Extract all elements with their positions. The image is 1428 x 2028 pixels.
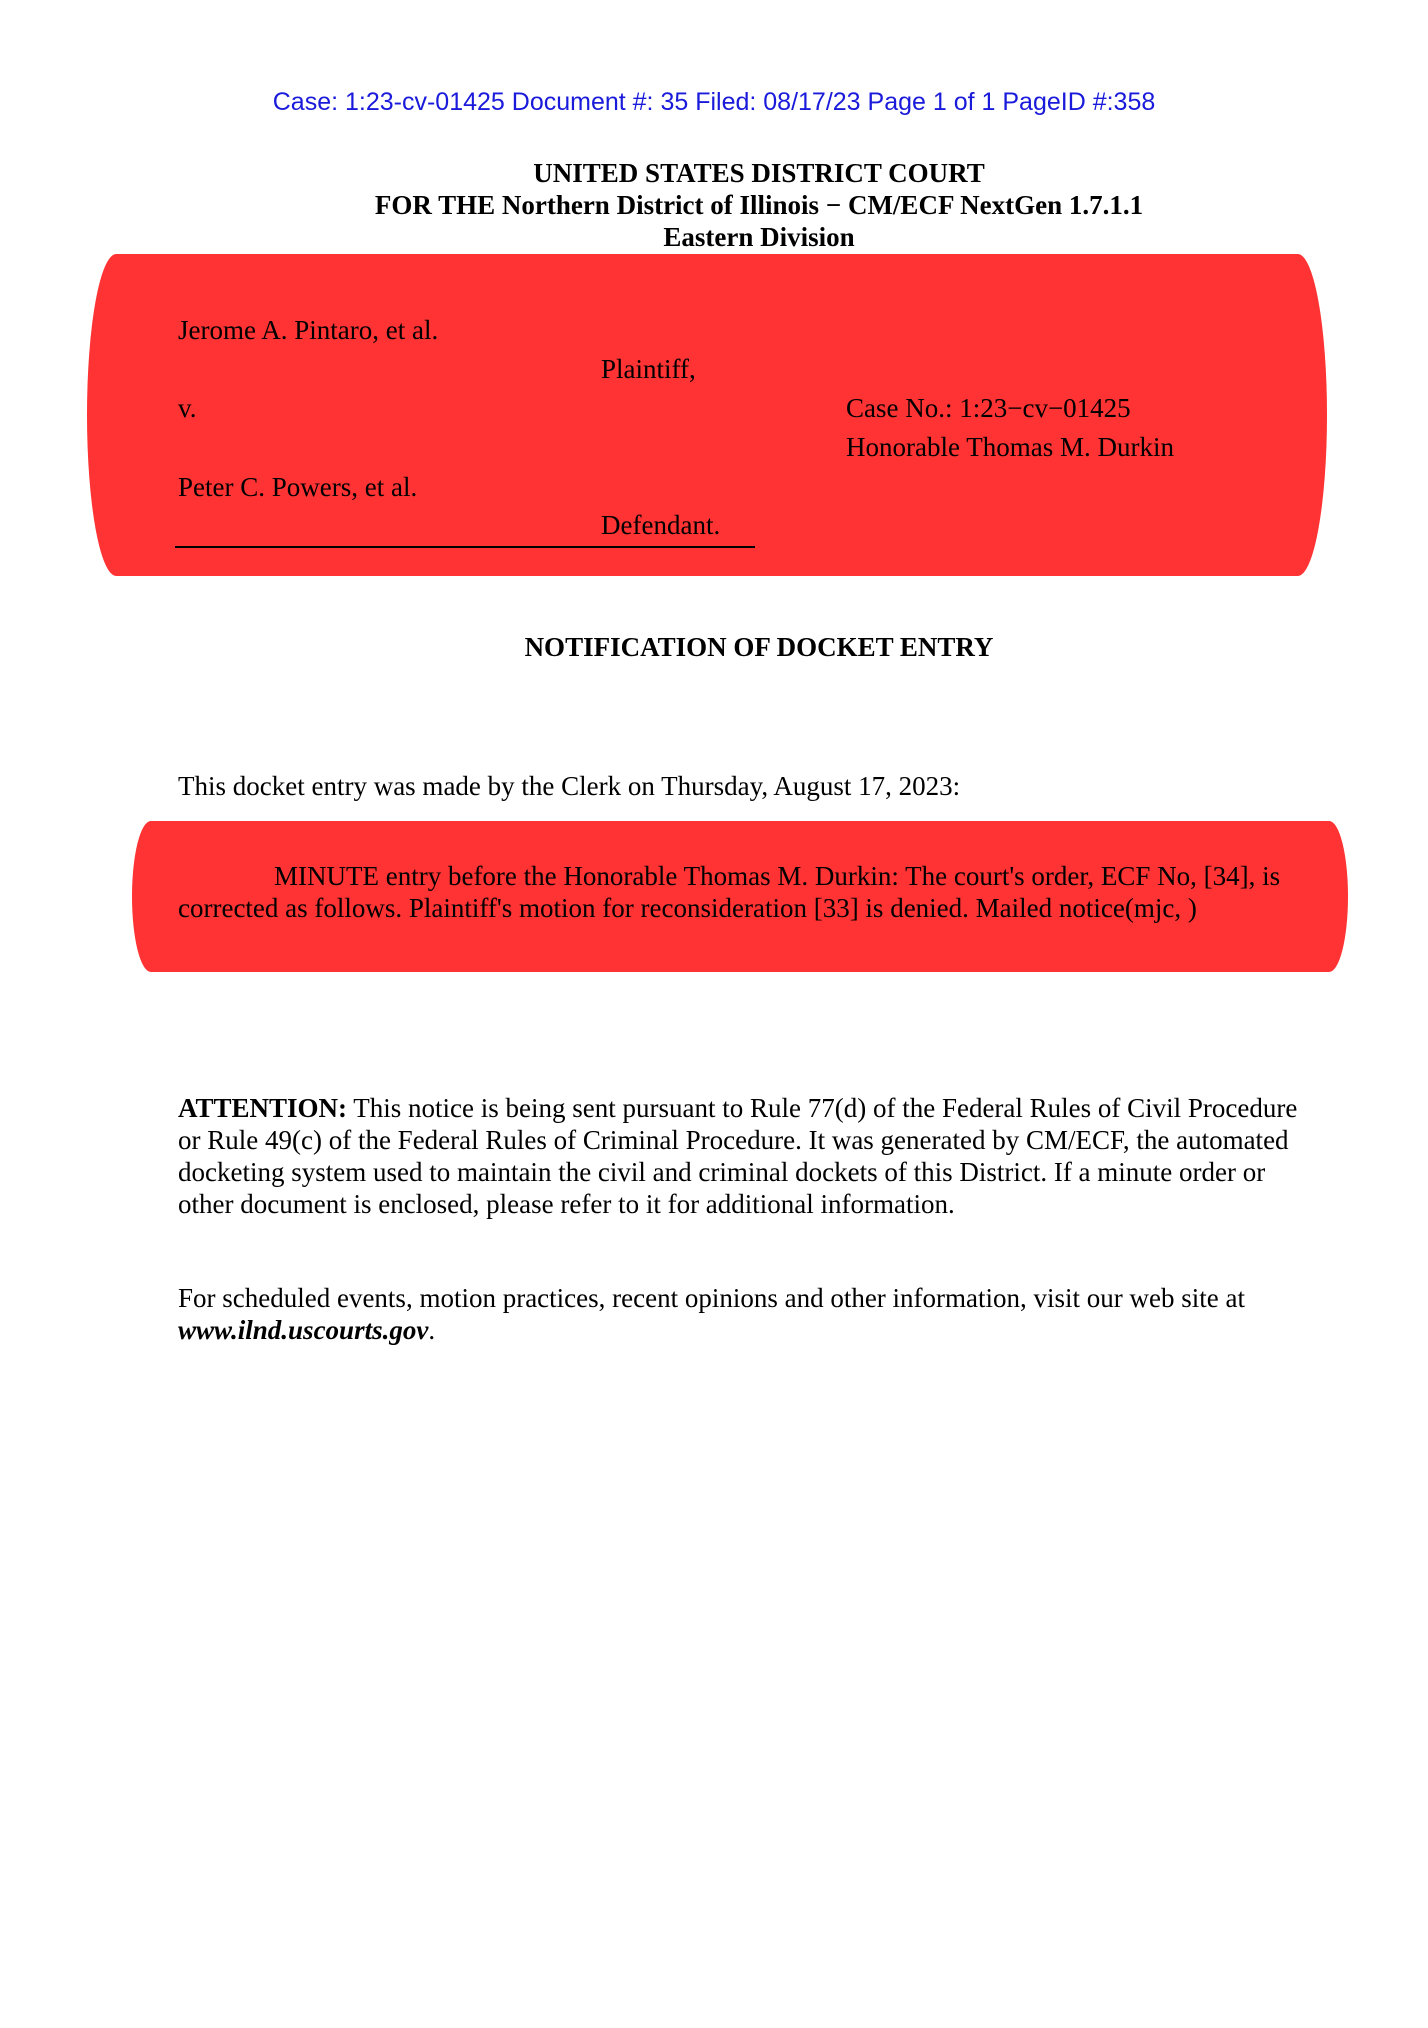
court-heading (0, 157, 1428, 253)
court-heading-line-1: UNITED STATES DISTRICT COURT (533, 158, 985, 188)
case-number: Case No.: 1:23−cv−01425 (846, 393, 1131, 423)
defendant-label: Defendant. (601, 510, 721, 540)
minute-entry-body: MINUTE entry before the Honorable Thomas M. Durkin: The court's order, ECF No, [34], is corrected as follows. Plaintiff's motion for reconsideration [33] is denied. Mailed notice(mjc, ) (178, 861, 1281, 923)
more-info-text: For scheduled events, motion practices, recent opinions and other information, visit our web site at (178, 1283, 1245, 1313)
attention-paragraph (178, 1092, 1308, 1220)
versus-label: v. (178, 393, 197, 423)
pdf-page-header: Case: 1:23-cv-01425 Document #: 35 Filed: 08/17/23 Page 1 of 1 PageID #:358 (272, 88, 1156, 116)
docket-intro-line: This docket entry was made by the Clerk on Thursday, August 17, 2023: (178, 771, 961, 801)
minute-entry-text (178, 860, 1328, 924)
notice-title: NOTIFICATION OF DOCKET ENTRY (524, 632, 994, 662)
plaintiff-name: Jerome A. Pintaro, et al. (178, 315, 439, 345)
judge-name: Honorable Thomas M. Durkin (846, 432, 1174, 462)
more-info-period: . (428, 1315, 436, 1345)
court-heading-line-2: FOR THE Northern District of Illinois − CM/ECF NextGen 1.7.1.1 (374, 190, 1144, 220)
more-info-paragraph (178, 1282, 1308, 1346)
court-heading-line-3: Eastern Division (663, 222, 855, 252)
attention-text: This notice is being sent pursuant to Rule 77(d) of the Federal Rules of Civil Procedure or Rule 49(c) of the Federal Rules of Criminal Procedure. It was generated by CM/ECF, the automated docketing system used to maintain the civil and criminal dockets of this District. If a minute order or other document is enclosed, please refer to it for additional information. (178, 1093, 1298, 1219)
defendant-name: Peter C. Powers, et al. (178, 472, 418, 502)
court-website-link[interactable]: www.ilnd.uscourts.gov (178, 1315, 429, 1345)
caption-divider-line (175, 546, 755, 548)
attention-label: ATTENTION: (178, 1093, 348, 1123)
plaintiff-label: Plaintiff, (601, 354, 696, 384)
